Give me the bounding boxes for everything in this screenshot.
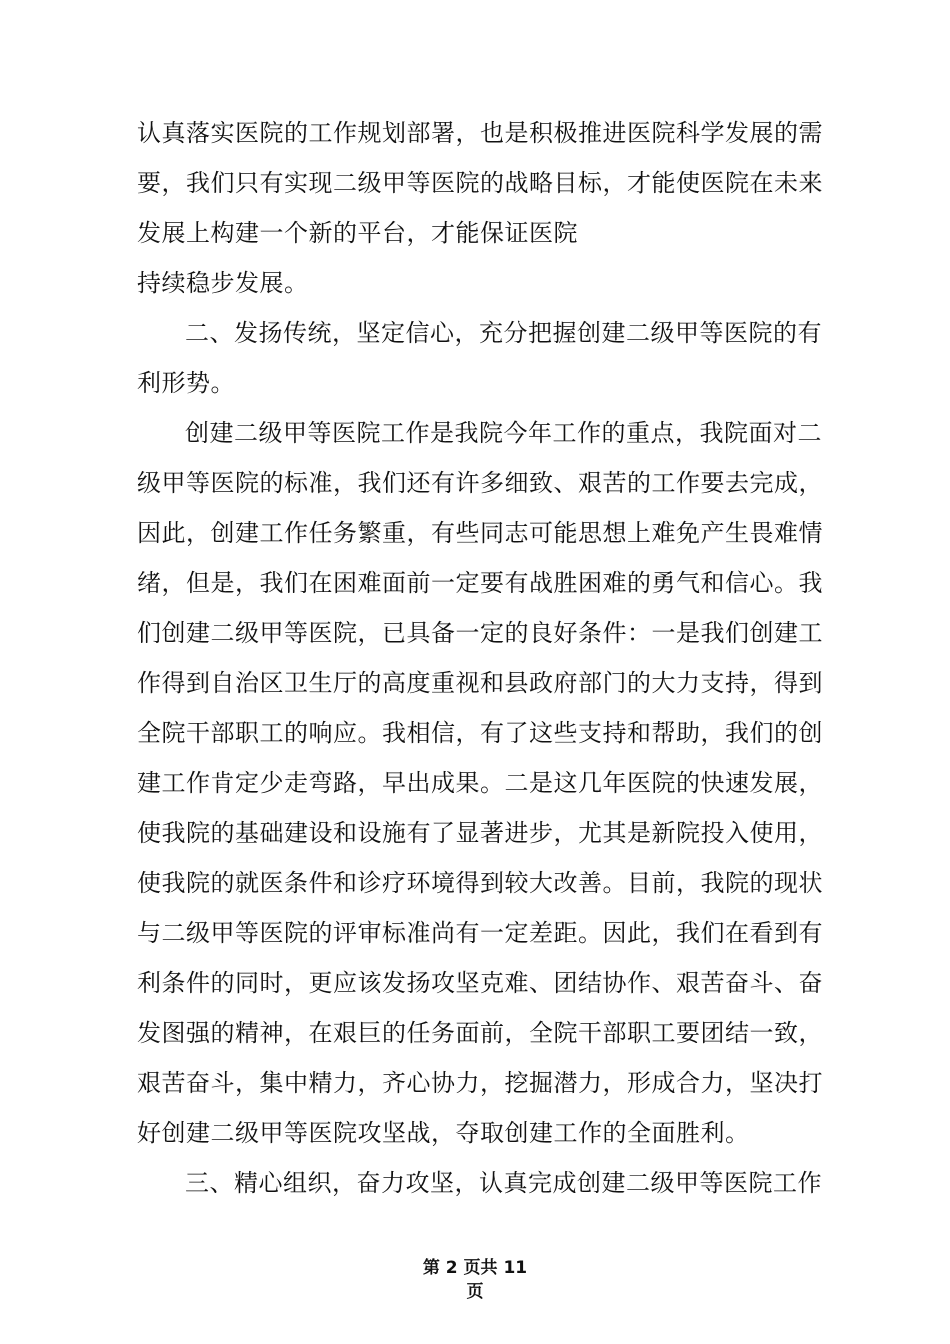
text-line: 好创建二级甲等医院攻坚战，夺取创建工作的全面胜利。 xyxy=(137,1119,750,1147)
page-number: 第 2 页共 11 xyxy=(422,1258,528,1278)
text-line: 要，我们只有实现二级甲等医院的战略目标，才能使医院在未来 xyxy=(137,169,823,197)
text-line: 全院干部职工的响应。我相信，有了这些支持和帮助，我们的创 xyxy=(137,719,823,747)
text-line: 发图强的精神，在艰巨的任务面前，全院干部职工要团结一致， xyxy=(137,1019,823,1047)
text-line: 与二级甲等医院的评审标准尚有一定差距。因此，我们在看到有 xyxy=(137,919,823,947)
text-line: 持续稳步发展。 xyxy=(137,269,309,297)
text-line: 发展上构建一个新的平台，才能保证医院 xyxy=(137,219,578,247)
text-line: 们创建二级甲等医院，已具备一定的良好条件：一是我们创建工 xyxy=(137,619,823,647)
text-line: 利形势。 xyxy=(137,369,235,397)
text-line: 使我院的基础建设和设施有了显著进步，尤其是新院投入使用， xyxy=(137,819,823,847)
text-line: 作得到自治区卫生厅的高度重视和县政府部门的大力支持，得到 xyxy=(137,669,823,697)
text-line: 级甲等医院的标准，我们还有许多细致、艰苦的工作要去完成， xyxy=(137,469,823,497)
text-line: 绪，但是，我们在困难面前一定要有战胜困难的勇气和信心。我 xyxy=(137,569,823,597)
paragraph-start: 创建二级甲等医院工作是我院今年工作的重点，我院面对二 xyxy=(185,419,822,447)
text-line: 使我院的就医条件和诊疗环境得到较大改善。目前，我院的现状 xyxy=(137,869,823,897)
text-line: 认真落实医院的工作规划部署，也是积极推进医院科学发展的需 xyxy=(137,119,823,147)
text-line: 利条件的同时，更应该发扬攻坚克难、团结协作、艰苦奋斗、奋 xyxy=(137,969,823,997)
section-heading-3: 三、精心组织，奋力攻坚，认真完成创建二级甲等医院工作 xyxy=(185,1169,822,1197)
section-heading-2: 二、发扬传统，坚定信心，充分把握创建二级甲等医院的有 xyxy=(185,319,822,347)
text-line: 建工作肯定少走弯路，早出成果。二是这几年医院的快速发展， xyxy=(137,769,823,797)
text-line: 因此，创建工作任务繁重，有些同志可能思想上难免产生畏难情 xyxy=(137,519,823,547)
text-line: 艰苦奋斗，集中精力，齐心协力，挖掘潜力，形成合力，坚决打 xyxy=(137,1069,823,1097)
page-number-continued: 页 xyxy=(466,1282,484,1302)
